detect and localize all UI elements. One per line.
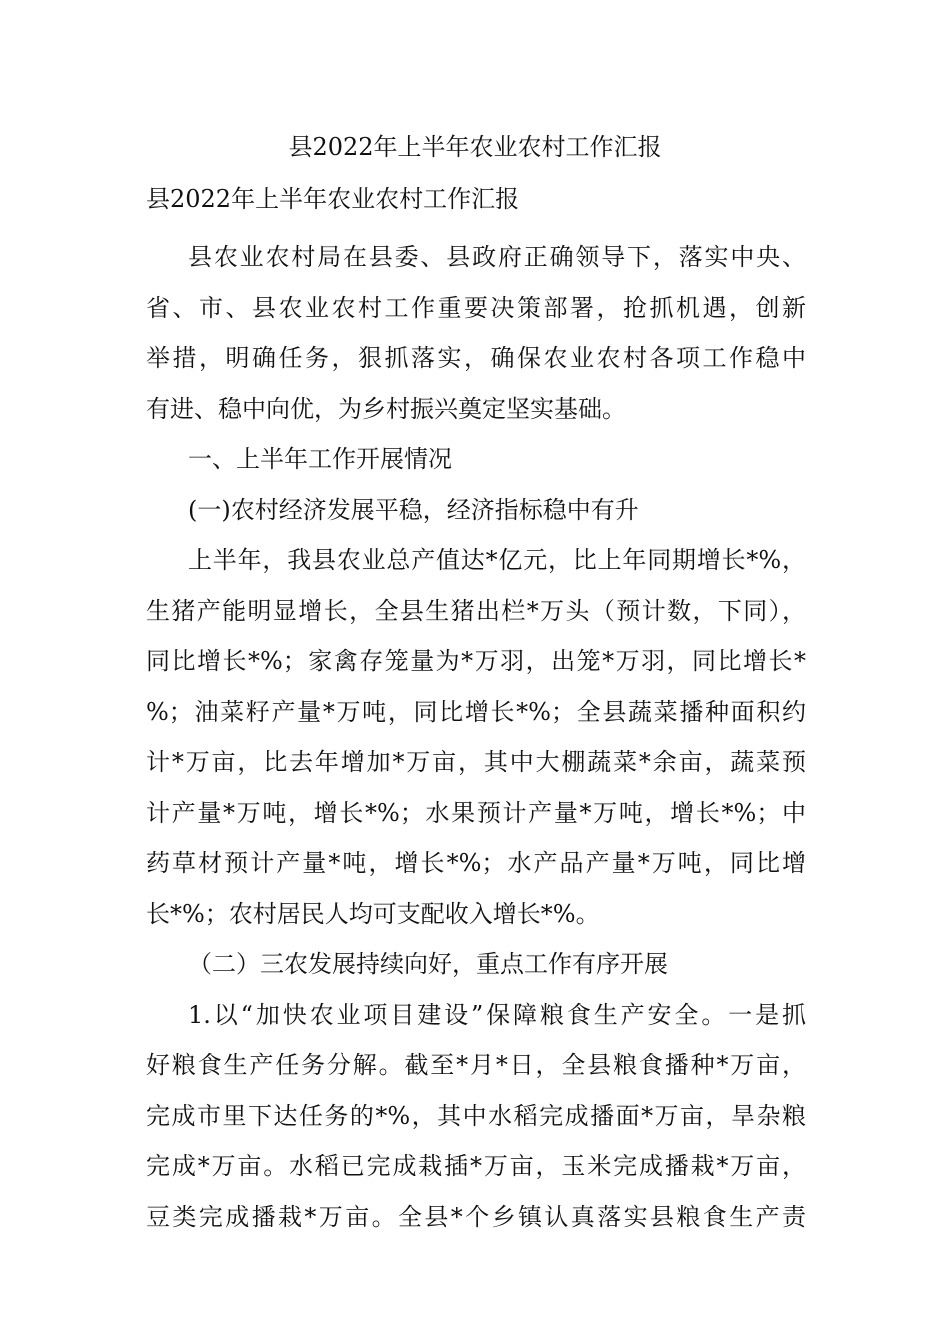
paragraph-line: 好粮食生产任务分解。截至*月*日，全县粮食播种*万亩， <box>146 1051 806 1079</box>
paragraph-line: 上半年，我县农业总产值达*亿元，比上年同期增长*%， <box>188 546 806 574</box>
document-subtitle: 县2022年上半年农业农村工作汇报 <box>146 185 520 213</box>
paragraph-line: 长*%；农村居民人均可支配收入增长*%。 <box>146 899 600 928</box>
paragraph-line: 1.以“加快农业项目建设”保障粮食生产安全。一是抓 <box>188 1000 806 1029</box>
document-title: 县2022年上半年农业农村工作汇报 <box>288 133 662 161</box>
document-body <box>146 232 806 1242</box>
paragraph-line: %；油菜籽产量*万吨，同比增长*%；全县蔬菜播种面积约 <box>146 697 806 726</box>
paragraph-line: 完成*万亩。水稻已完成栽插*万亩，玉米完成播栽*万亩， <box>146 1152 806 1180</box>
paragraph-line: 举措，明确任务，狠抓落实，确保农业农村各项工作稳中 <box>146 344 806 372</box>
paragraph-line: 有进、稳中向优，为乡村振兴奠定坚实基础。 <box>146 394 626 423</box>
paragraph-line: 计产量*万吨，增长*%；水果预计产量*万吨，增长*%；中 <box>146 798 806 827</box>
paragraph-line: 同比增长*%；家禽存笼量为*万羽，出笼*万羽，同比增长* <box>146 647 806 675</box>
paragraph-line: 药草材预计产量*吨，增长*%；水产品产量*万吨，同比增 <box>146 849 806 877</box>
subsection-heading: （二）三农发展持续向好，重点工作有序开展 <box>188 950 668 978</box>
paragraph-line: 豆类完成播栽*万亩。全县*个乡镇认真落实县粮食生产责 <box>146 1202 806 1231</box>
subsection-heading: (一)农村经济发展平稳，经济指标稳中有升 <box>188 495 639 524</box>
paragraph-line: 省、市、县农业农村工作重要决策部署，抢抓机遇，创新 <box>146 293 806 322</box>
paragraph-line: 生猪产能明显增长，全县生猪出栏*万头（预计数，下同）， <box>146 596 806 625</box>
paragraph-line: 完成市里下达任务的*%，其中水稻完成播面*万亩，旱杂粮 <box>146 1101 806 1130</box>
section-heading: 一、上半年工作开展情况 <box>188 445 452 473</box>
paragraph-line: 计*万亩，比去年增加*万亩，其中大棚蔬菜*余亩，蔬菜预 <box>146 748 806 776</box>
paragraph-line: 县农业农村局在县委、县政府正确领导下，落实中央、 <box>188 243 806 271</box>
